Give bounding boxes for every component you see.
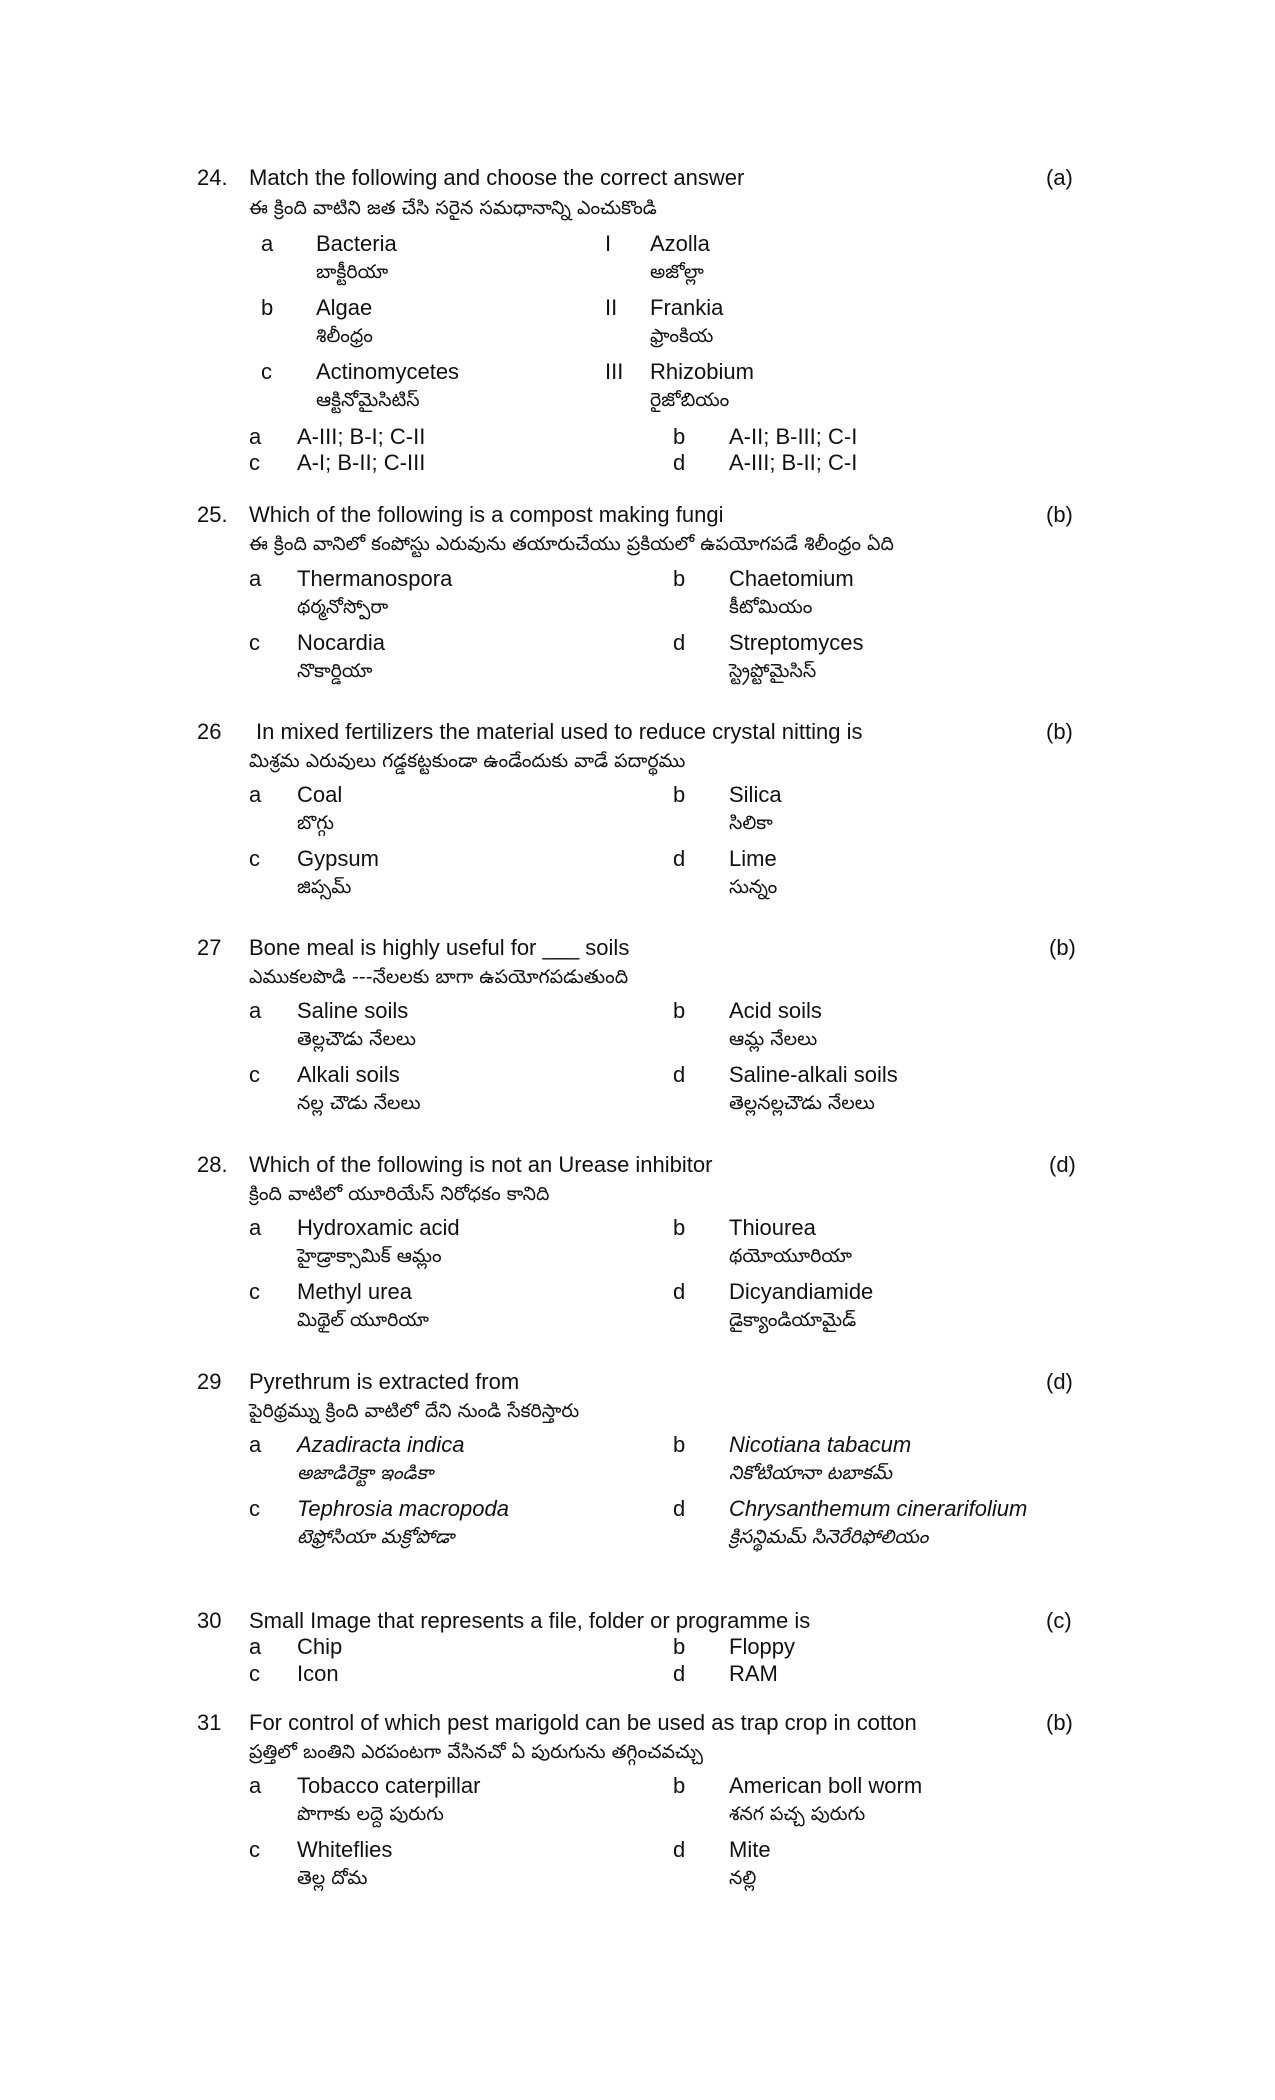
option-b: Floppy <box>729 1634 796 1659</box>
answer-key: (d) <box>1049 1152 1076 1177</box>
match-left-label: c <box>261 359 272 384</box>
match-left-en: Algae <box>316 295 373 320</box>
question-text-te: ఈ క్రింది వాటిని జత చేసి సరైన సమధానాన్ని ఎంచుకొండి <box>249 197 657 219</box>
match-left-en: Actinomycetes <box>316 359 460 384</box>
option-b: Nicotiana tabacum <box>729 1432 912 1457</box>
option-label: b <box>673 1773 686 1798</box>
option-b-te: థయోయూరియా <box>729 1245 852 1267</box>
option-label: b <box>673 1215 686 1240</box>
option-label: a <box>249 782 262 807</box>
option-d: RAM <box>729 1661 778 1686</box>
option-label: a <box>249 1215 262 1240</box>
option-label: d <box>673 450 686 475</box>
match-right-te: అజోల్లా <box>650 261 704 283</box>
option-d: Mite <box>729 1837 771 1862</box>
question-text-en: Pyrethrum is extracted from <box>249 1369 520 1394</box>
option-a-te: అజాడిరెక్టా ఇండికా <box>297 1462 434 1484</box>
option-label: a <box>249 424 262 449</box>
option-a: Chip <box>297 1634 343 1659</box>
option-d-te: డైక్యాండియామైడ్ <box>729 1309 857 1331</box>
question-text-en: Which of the following is a compost making fungi <box>249 502 724 527</box>
option-b-te: ఆమ్ల నేలలు <box>729 1028 818 1050</box>
option-label: d <box>673 846 686 871</box>
option-b: Thiourea <box>729 1215 816 1240</box>
match-right-en: Azolla <box>650 231 710 256</box>
option-label: c <box>249 450 260 475</box>
option-label: a <box>249 566 262 591</box>
option-a: Hydroxamic acid <box>297 1215 460 1240</box>
option-label: d <box>673 1661 686 1686</box>
option-label: a <box>249 1634 262 1659</box>
option-d: Dicyandiamide <box>729 1279 874 1304</box>
question-number: 25. <box>197 502 228 527</box>
option-label: b <box>673 782 686 807</box>
option-c: Gypsum <box>297 846 379 871</box>
answer-key: (a) <box>1046 165 1073 190</box>
option-c: Tephrosia macropoda <box>297 1496 509 1521</box>
match-left-label: b <box>261 295 274 320</box>
option-a: Coal <box>297 782 343 807</box>
answer-key: (b) <box>1046 502 1073 527</box>
question-text-en: In mixed fertilizers the material used to reduce crystal nitting is <box>256 719 863 744</box>
match-right-en: Frankia <box>650 295 724 320</box>
option-label: d <box>673 1837 686 1862</box>
option-c: Whiteflies <box>297 1837 393 1862</box>
option-label: d <box>673 1279 686 1304</box>
option-label: c <box>249 846 260 871</box>
match-left-label: a <box>261 231 274 256</box>
option-label: a <box>249 1432 262 1457</box>
answer-key: (b) <box>1046 719 1073 744</box>
question-number: 24. <box>197 165 228 190</box>
option-d: Streptomyces <box>729 630 864 655</box>
question-number: 29 <box>197 1369 222 1394</box>
option-d: Chrysanthemum cinerarifolium <box>729 1496 1028 1521</box>
option-b: American boll worm <box>729 1773 923 1798</box>
option-c: Icon <box>297 1661 339 1686</box>
option-b-te: సిలికా <box>729 812 773 834</box>
option-d-te: సున్నం <box>729 876 778 898</box>
option-b: A-II; B-III; C-I <box>729 424 858 449</box>
option-c-te: మిథైల్ యూరియా <box>297 1309 429 1331</box>
answer-key: (c) <box>1046 1608 1072 1633</box>
question-text-te: ఈ క్రింది వానిలో కంపోస్టు ఎరువును తయారుచేయు ప్రకియలో ఉపయోగపడే శిలీంధ్రం ఏది <box>249 533 894 555</box>
match-right-te: రైజోబియం <box>650 389 730 411</box>
option-a-te: తెల్లచౌడు నేలలు <box>297 1028 416 1050</box>
option-c-te: తెల్ల దోమ <box>297 1867 368 1889</box>
option-label: b <box>673 566 686 591</box>
match-left-te: ఆక్టినోమైసిటిస్ <box>316 389 420 411</box>
option-b-te: శనగ పచ్చ పురుగు <box>729 1803 866 1825</box>
option-d: Lime <box>729 846 777 871</box>
option-a-te: థర్మనోస్పోరా <box>297 596 389 618</box>
option-c-te: జిప్సమ్ <box>297 876 352 898</box>
answer-key: (b) <box>1046 1710 1073 1735</box>
option-c: A-I; B-II; C-III <box>297 450 426 475</box>
option-label: b <box>673 1634 686 1659</box>
option-label: c <box>249 1279 260 1304</box>
option-b: Acid soils <box>729 998 822 1023</box>
question-text-en: Which of the following is not an Urease inhibitor <box>249 1152 713 1177</box>
question-number: 27 <box>197 935 222 960</box>
question-text-te: మిశ్రమ ఎరువులు గడ్డకట్టకుండా ఉండేందుకు వాడే పదార్థము <box>249 750 686 772</box>
option-a: Tobacco caterpillar <box>297 1773 481 1798</box>
option-d: Saline-alkali soils <box>729 1062 898 1087</box>
option-c: Alkali soils <box>297 1062 400 1087</box>
option-b-te: కీటోమియం <box>729 596 813 618</box>
option-d-te: తెల్లనల్లచౌడు నేలలు <box>729 1092 875 1114</box>
option-label: a <box>249 1773 262 1798</box>
option-a-te: పొగాకు లద్దె పురుగు <box>297 1803 444 1825</box>
option-b: Chaetomium <box>729 566 854 591</box>
option-label: b <box>673 1432 686 1457</box>
match-right-label: I <box>605 231 612 256</box>
option-a: Azadiracta indica <box>297 1432 465 1457</box>
option-label: c <box>249 1661 260 1686</box>
option-d: A-III; B-II; C-I <box>729 450 858 475</box>
question-text-te: ఎముకలపొడి ---నేలలకు బాగా ఉపయోగపడుతుంది <box>249 966 629 988</box>
question-text-en: Bone meal is highly useful for ___ soils <box>249 935 630 960</box>
question-number: 28. <box>197 1152 228 1177</box>
option-c-te: టెఫ్రోసియా మక్రోపోడా <box>297 1526 455 1548</box>
option-label: c <box>249 1062 260 1087</box>
option-c-te: నల్ల చౌడు నేలలు <box>297 1092 421 1114</box>
question-text-en: Match the following and choose the correct answer <box>249 165 745 190</box>
option-c: Methyl urea <box>297 1279 412 1304</box>
option-label: c <box>249 1496 260 1521</box>
option-label: c <box>249 630 260 655</box>
option-c: Nocardia <box>297 630 386 655</box>
option-label: a <box>249 998 262 1023</box>
match-right-label: II <box>605 295 618 320</box>
option-label: d <box>673 630 686 655</box>
match-left-te: శిలీంధ్రం <box>316 325 373 347</box>
question-text-te: క్రింది వాటిలో యూరియేస్ నిరోధకం కానిది <box>249 1183 550 1205</box>
option-label: d <box>673 1062 686 1087</box>
match-right-en: Rhizobium <box>650 359 754 384</box>
option-a-te: హైడ్రాక్సామిక్ ఆమ్లం <box>297 1245 442 1267</box>
option-b: Silica <box>729 782 782 807</box>
question-number: 26 <box>197 719 222 744</box>
option-d-te: నల్లి <box>729 1867 757 1889</box>
option-d-te: స్ట్రెప్టోమైసిస్ <box>729 660 817 682</box>
option-a: Saline soils <box>297 998 409 1023</box>
option-label: b <box>673 424 686 449</box>
option-a-te: బొగ్గు <box>297 812 334 834</box>
match-right-te: ఫ్రాంకియ <box>650 325 714 347</box>
question-text-te: పైరిథ్రమ్ను క్రింది వాటిలో దేని నుండి సేకరిస్తారు <box>249 1400 580 1422</box>
match-left-en: Bacteria <box>316 231 397 256</box>
option-label: d <box>673 1496 686 1521</box>
question-number: 31 <box>197 1710 222 1735</box>
option-a: A-III; B-I; C-II <box>297 424 426 449</box>
question-number: 30 <box>197 1608 222 1633</box>
question-text-en: For control of which pest marigold can be used as trap crop in cotton <box>249 1710 917 1735</box>
answer-key: (d) <box>1046 1369 1073 1394</box>
question-text-te: ప్రత్తిలో బంతిని ఎరపంటగా వేసినచో ఏ పురుగును తగ్గించవచ్చు <box>249 1741 703 1763</box>
option-c-te: నొకార్డియా <box>297 660 373 682</box>
option-b-te: నికోటియానా టబాకమ్ <box>729 1462 892 1484</box>
match-left-te: బాక్టీరియా <box>316 261 389 283</box>
option-label: b <box>673 998 686 1023</box>
option-d-te: క్రిసన్థిమమ్ సినెరేరిఫోలియం <box>729 1526 929 1548</box>
option-label: c <box>249 1837 260 1862</box>
question-text-en: Small Image that represents a file, folder or programme is <box>249 1608 811 1633</box>
answer-key: (b) <box>1049 935 1076 960</box>
match-right-label: III <box>605 359 624 384</box>
option-a: Thermanospora <box>297 566 453 591</box>
